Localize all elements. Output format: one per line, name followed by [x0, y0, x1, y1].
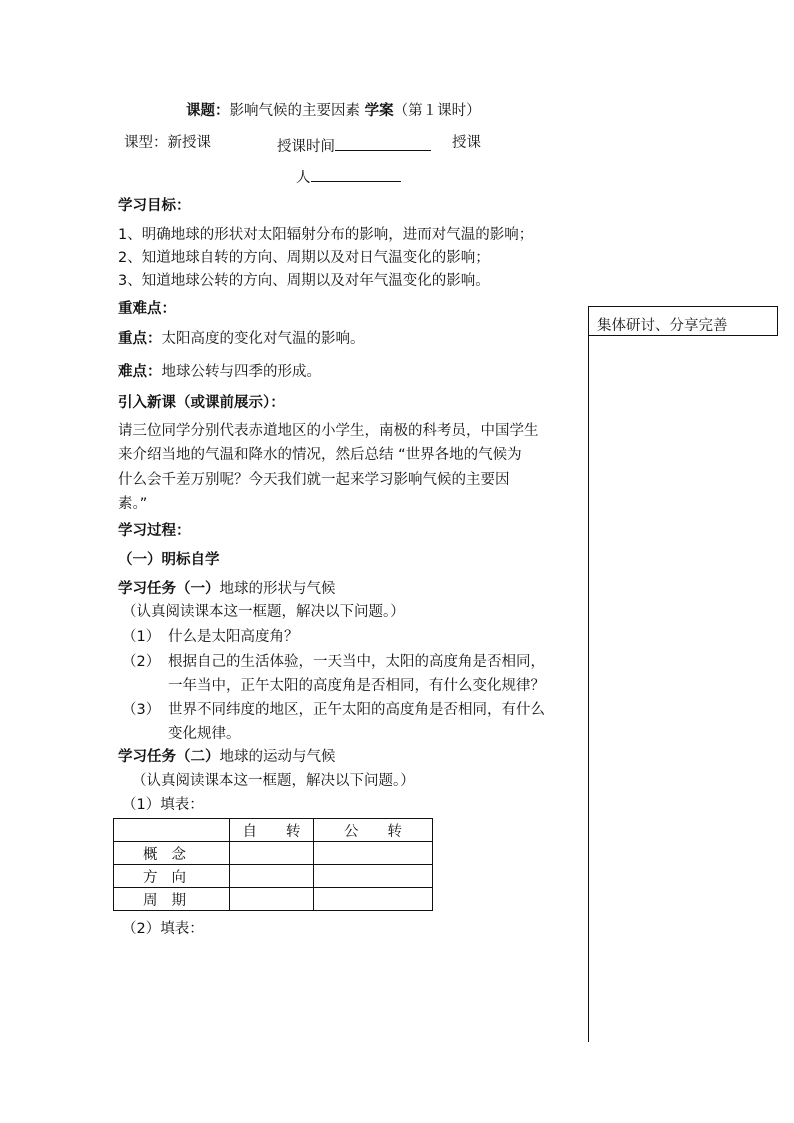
hard-label: 难点：	[118, 364, 162, 380]
question-text: 一年当中，正午太阳的高度角是否相同，有什么变化规律？	[168, 678, 545, 694]
side-divider	[588, 336, 589, 1042]
key-label: 重点：	[118, 331, 162, 347]
process-heading: 学习过程：	[118, 523, 191, 539]
key-text: 太阳高度的变化对气温的影响。	[161, 331, 365, 347]
key-point	[118, 332, 365, 347]
question-number: （3）	[122, 702, 161, 718]
goal-item: 2、知道地球自转的方向、周期以及对日气温变化的影响；	[118, 250, 490, 266]
question-number: （1）	[122, 629, 161, 645]
table-cell[interactable]	[230, 842, 314, 865]
task-1-title	[118, 582, 336, 597]
hard-point	[118, 365, 321, 380]
header-rotation: 自 转	[230, 819, 314, 842]
row-label: 概念	[114, 842, 230, 865]
keypoints-heading: 重难点：	[118, 301, 176, 317]
table-cell[interactable]	[314, 865, 433, 888]
table-cell[interactable]	[230, 888, 314, 911]
table-row	[114, 819, 433, 842]
question-text: 根据自己的生活体验，一天当中，太阳的高度角是否相同，	[168, 654, 545, 670]
task-1-note: （认真阅读课本这一框题，解决以下问题。）	[122, 604, 405, 620]
teacher-label-2: 人	[296, 170, 311, 186]
side-box-label: 集体研讨、分享完善	[597, 318, 728, 334]
intro-line: 来介绍当地的气温和降水的情况，然后总结 “世界各地的气候为	[118, 447, 522, 463]
question-text: 变化规律。	[168, 726, 241, 742]
task-2-title	[118, 750, 336, 765]
table-cell[interactable]	[314, 888, 433, 911]
section-1-title: （一）明标自学	[118, 552, 220, 568]
title-tag: 学案	[364, 103, 394, 119]
side-box	[588, 306, 778, 336]
intro-line: 什么会千差万别呢？今天我们就一起来学习影响气候的主要因	[118, 472, 510, 488]
fill-instruction-2: （2）填表：	[122, 921, 204, 937]
task-1-label: 学习任务（一）	[118, 581, 220, 597]
title-main: 影响气候的主要因素	[229, 103, 360, 119]
teacher-blank	[311, 167, 401, 182]
table-row	[114, 842, 433, 865]
lesson-title	[186, 104, 481, 119]
lesson-time	[277, 136, 431, 155]
question-text: 世界不同纬度的地区，正午太阳的高度角是否相同，有什么	[168, 702, 545, 718]
table-row	[114, 865, 433, 888]
table-cell[interactable]	[230, 865, 314, 888]
row-label: 方向	[114, 865, 230, 888]
task-2-note: （认真阅读课本这一框题，解决以下问题。）	[132, 773, 415, 789]
teacher-line	[296, 167, 401, 186]
goals-heading: 学习目标：	[118, 198, 191, 214]
hard-text: 地球公转与四季的形成。	[161, 364, 321, 380]
title-prefix: 课题：	[186, 103, 230, 119]
intro-line: 素。”	[118, 496, 148, 512]
teacher-label: 授课	[452, 135, 481, 151]
goal-item: 1、明确地球的形状对太阳辐射分布的影响，进而对气温的影响；	[118, 227, 534, 243]
table-row	[114, 888, 433, 911]
header-revolution: 公 转	[314, 819, 433, 842]
table-cell[interactable]	[314, 842, 433, 865]
lesson-type: 课型：新授课	[124, 135, 211, 151]
goal-item: 3、知道地球公转的方向、周期以及对年气温变化的影响。	[118, 273, 490, 289]
intro-heading: 引入新课（或课前展示）：	[118, 395, 285, 411]
task-1-name: 地球的形状与气候	[219, 581, 336, 597]
title-suffix: （第１课时）	[393, 103, 481, 119]
fill-instruction-1: （1）填表：	[122, 797, 204, 813]
question-number: （2）	[122, 654, 161, 670]
task-2-label: 学习任务（二）	[118, 749, 220, 765]
time-blank	[335, 136, 431, 151]
table-corner	[114, 819, 230, 842]
time-label: 授课时间	[277, 139, 335, 155]
task-2-name: 地球的运动与气候	[219, 749, 336, 765]
row-label: 周期	[114, 888, 230, 911]
intro-line: 请三位同学分别代表赤道地区的小学生，南极的科考员，中国学生	[118, 423, 539, 439]
question-text: 什么是太阳高度角？	[168, 629, 299, 645]
motion-table	[113, 818, 433, 911]
